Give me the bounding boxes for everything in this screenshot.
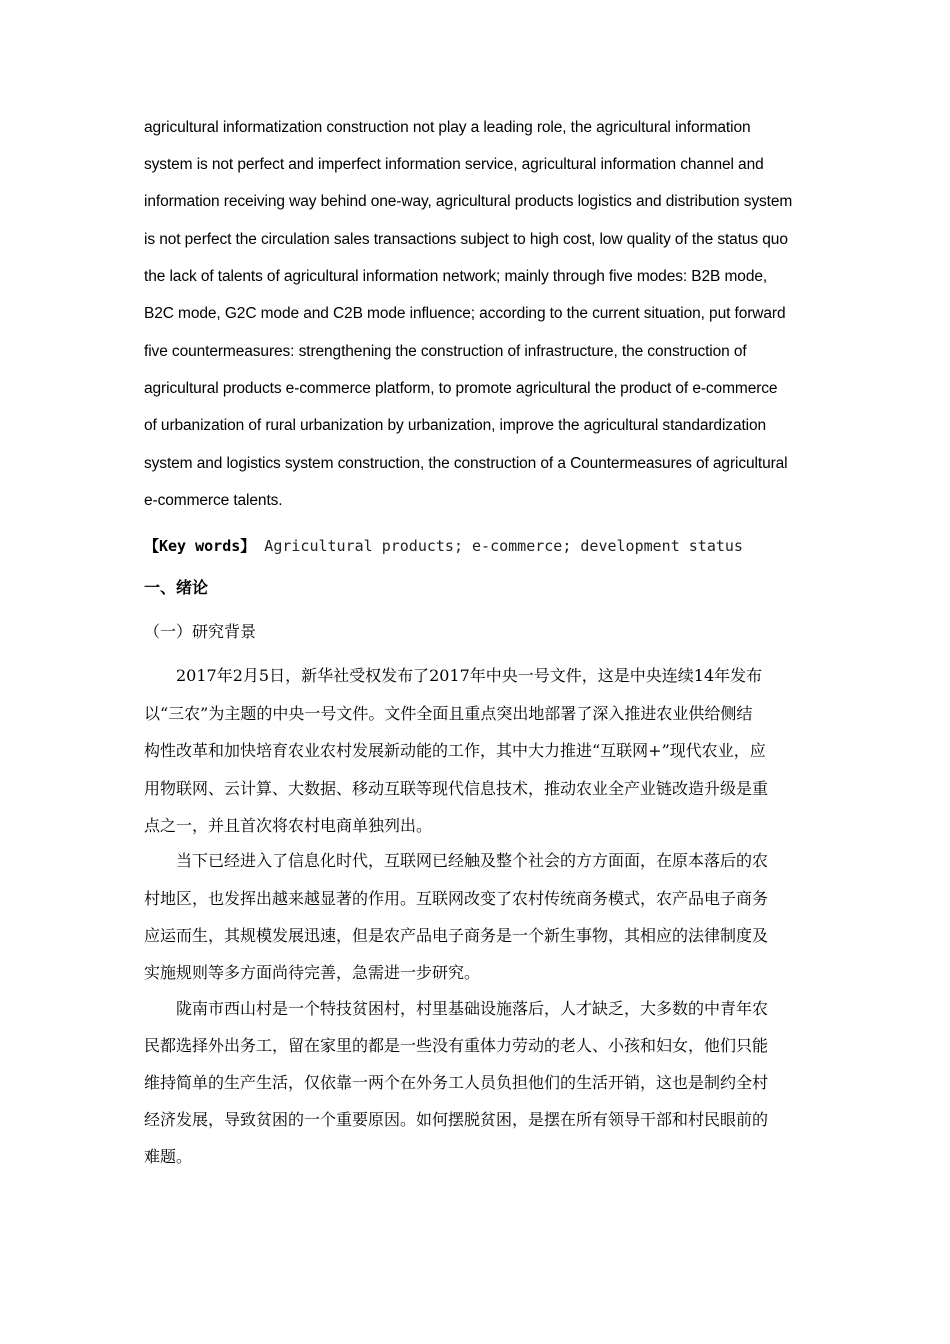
abstract-line: system is not perfect and imperfect information service, agricultural information channel and [144,156,764,173]
paragraph-line: 民都选择外出务工，留在家里的都是一些没有重体力劳动的老人、小孩和妇女，他们只能 [144,1036,769,1055]
paragraph-line: 构性改革和加快培育农业农村发展新动能的工作，其中大力推进“互联网+”现代农业，应 [144,741,766,760]
paragraph-line: 以“三农”为主题的中央一号文件。文件全面且重点突出地部署了深入推进农业供给侧结 [144,704,753,723]
paragraph-line: 当下已经进入了信息化时代，互联网已经触及整个社会的方方面面，在原本落后的农 [176,851,769,870]
keywords-label: 【Key words】 [144,537,256,555]
section-heading: 一、绪论 [144,578,209,597]
paragraph-line: 村地区，也发挥出越来越显著的作用。互联网改变了农村传统商务模式，农产品电子商务 [144,889,769,908]
subsection-heading: （一）研究背景 [144,622,257,641]
paragraph-line: 维持简单的生产生活，仅依靠一两个在外务工人员负担他们的生活开销，这也是制约全村 [144,1073,769,1092]
paragraph-line: 2017年2月5日，新华社受权发布了2017年中央一号文件，这是中央连续14年发布 [176,666,763,685]
paragraph-line: 经济发展，导致贫困的一个重要原因。如何摆脱贫困，是摆在所有领导干部和村民眼前的 [144,1110,769,1129]
abstract-line: of urbanization of rural urbanization by urbanization, improve the agricultural standardization [144,417,767,434]
abstract-line: B2C mode, G2C mode and C2B mode influence; according to the current situation, put forward [144,305,786,322]
keywords-text: Agricultural products; e-commerce; development status [255,537,743,555]
abstract-line: agricultural products e-commerce platform, to promote agricultural the product of e-commerce [144,380,778,397]
abstract-line: agricultural informatization construction not play a leading role, the agricultural information [144,119,751,136]
keywords-line [144,535,743,558]
abstract-line: is not perfect the circulation sales transactions subject to high cost, low quality of the status quo [144,231,788,248]
abstract-line: five countermeasures: strengthening the construction of infrastructure, the construction of [144,343,747,360]
abstract-line: the lack of talents of agricultural information network; mainly through five modes: B2B mode, [144,268,768,285]
paragraph-line: 陇南市西山村是一个特技贫困村，村里基础设施落后，人才缺乏，大多数的中青年农 [176,999,769,1018]
paragraph-line: 难题。 [144,1147,193,1166]
paragraph-line: 点之一，并且首次将农村电商单独列出。 [144,816,433,835]
paragraph-line: 实施规则等多方面尚待完善，急需进一步研究。 [144,963,481,982]
paragraph-line: 应运而生，其规模发展迅速，但是农产品电子商务是一个新生事物，其相应的法律制度及 [144,926,769,945]
abstract-line: e-commerce talents. [144,492,283,509]
paragraph-line: 用物联网、云计算、大数据、移动互联等现代信息技术，推动农业全产业链改造升级是重 [144,779,769,798]
abstract-line: information receiving way behind one-way, agricultural products logistics and distribution system [144,193,793,210]
abstract-line: system and logistics system construction, the construction of a Countermeasures of agricultural [144,455,788,472]
